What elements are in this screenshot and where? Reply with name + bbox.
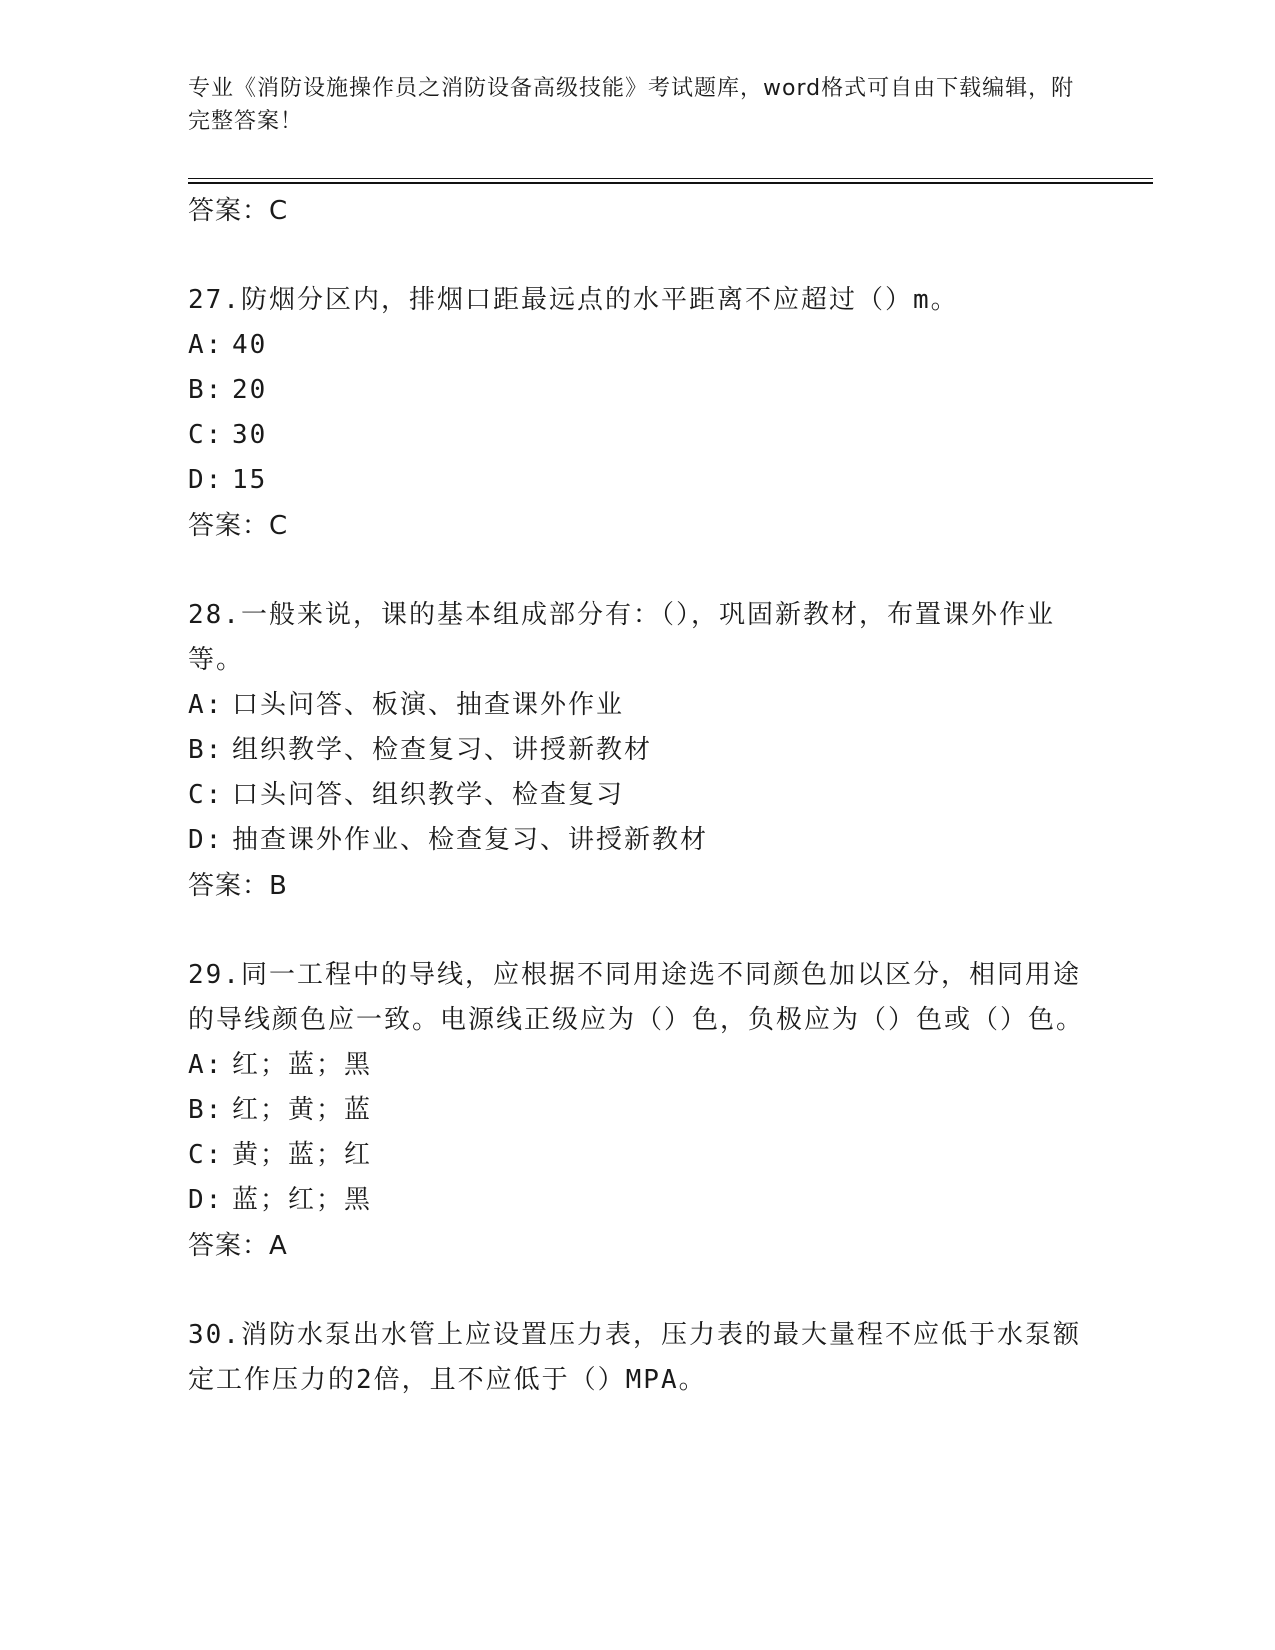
option-key: B:	[188, 375, 224, 405]
header-rule-thick	[188, 182, 1153, 184]
option-key: C:	[188, 780, 224, 810]
option-key: D:	[188, 1185, 224, 1215]
answer-value: B	[269, 871, 288, 901]
option-key: B:	[188, 735, 224, 765]
question-stem: 27.防烟分区内，排烟口距最远点的水平距离不应超过（）m。	[188, 285, 959, 315]
answer-line	[188, 863, 1088, 909]
question-list	[188, 188, 1088, 1403]
option-text: 红；蓝；黑	[232, 1050, 373, 1080]
option-text: 黄；蓝；红	[232, 1140, 373, 1170]
answer-label: 答案：	[188, 511, 270, 541]
answer-value: C	[269, 511, 289, 541]
option-d	[188, 458, 1088, 503]
option-key: C:	[188, 420, 224, 450]
option-key: A:	[188, 1050, 224, 1080]
answer-label: 答案：	[188, 1231, 270, 1261]
answer-line	[188, 188, 1088, 234]
option-text: 40	[232, 330, 268, 360]
option-a	[188, 683, 1088, 728]
header-rule-thin	[188, 178, 1153, 179]
option-text: 组织教学、检查复习、讲授新教材	[232, 735, 653, 765]
option-key: B:	[188, 1095, 224, 1125]
option-c	[188, 413, 1088, 458]
answer-value: A	[269, 1231, 288, 1261]
option-b	[188, 368, 1088, 413]
document-header: 专业《消防设施操作员之消防设备高级技能》考试题库，word格式可自由下载编辑，附完整答案！	[188, 76, 1075, 134]
answer-line	[188, 1223, 1088, 1269]
option-b	[188, 728, 1088, 773]
option-text: 15	[232, 465, 268, 495]
option-d	[188, 1178, 1088, 1223]
option-text: 蓝；红；黑	[232, 1185, 373, 1215]
option-key: D:	[188, 465, 224, 495]
question-stem: 29.同一工程中的导线，应根据不同用途选不同颜色加以区分，相同用途的导线颜色应一致。电源线正级应为（）色，负极应为（）色或（）色。	[188, 960, 1085, 1035]
question-stem: 30.消防水泵出水管上应设置压力表，压力表的最大量程不应低于水泵额定工作压力的2倍，且不应低于（）MPA。	[188, 1320, 1081, 1395]
option-a	[188, 323, 1088, 368]
option-b	[188, 1088, 1088, 1133]
option-key: D:	[188, 825, 224, 855]
question-stem: 28.一般来说，课的基本组成部分有：（），巩固新教材，布置课外作业等。	[188, 600, 1055, 675]
answer-value: C	[269, 196, 289, 226]
option-c	[188, 1133, 1088, 1178]
option-key: C:	[188, 1140, 224, 1170]
answer-label: 答案：	[188, 196, 270, 226]
option-text: 20	[232, 375, 268, 405]
option-c	[188, 773, 1088, 818]
option-a	[188, 1043, 1088, 1088]
option-text: 红；黄；蓝	[232, 1095, 373, 1125]
option-d	[188, 818, 1088, 863]
option-text: 口头问答、组织教学、检查复习	[232, 780, 625, 810]
option-text: 30	[232, 420, 268, 450]
option-key: A:	[188, 690, 224, 720]
answer-label: 答案：	[188, 871, 270, 901]
option-key: A:	[188, 330, 224, 360]
option-text: 抽查课外作业、检查复习、讲授新教材	[232, 825, 709, 855]
answer-line	[188, 503, 1088, 549]
option-text: 口头问答、板演、抽查课外作业	[232, 690, 625, 720]
